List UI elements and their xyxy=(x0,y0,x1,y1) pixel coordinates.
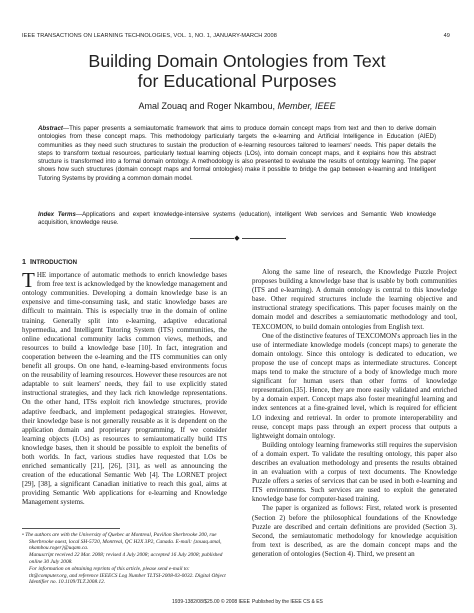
abstract-text: —This paper presents a semiautomatic framework that aims to produce domain concept maps from text and then to derive domain ontologies from these concept maps. This methodology particularly targets the e-learning and Artificial Intelligence in Education (AIED) communities as they need such structures to sustain the production of e-learning resources tailored to learners' needs. This paper details the steps to transform textual resources, particularly textual learning objects (LOs), into domain concept maps, and it explains how this abstract structure is transformed into a formal domain ontology. A methodology is also presented to evaluate the results of ontology learning. The paper shows how such structures (domain concept maps and formal ontologies) make it possible to bridge the gap between e-learning and Intelligent Tutoring Systems by providing a common domain model. xyxy=(38,125,436,182)
author-names: Amal Zouaq and Roger Nkambou, xyxy=(138,101,276,111)
intro-text: HE importance of automatic methods to enrich knowledge bases from free text is acknowledged by the knowledge management and ontology communities. Developing a domain knowledge base is an expensive and time-consuming task, and static knowledge bases are difficult to maintain. This is especially true in the domain of online training. Generally split into e-learning, adaptive educational hypermedia, and Intelligent Tutoring System (ITS) communities, the online educational community lacks common views, methods, and resources to build a knowledge base [10]. In fact, integration and cooperation between the e-learning and the ITS communities can only benefit all groups. On one hand, e-learning-based environments focus on the reusability of learning resources. However these resources are not adaptable to suit learners' needs, they fail to use explicitly stated instructional strategies, and they lack rich knowledge representations. On the other hand, ITSs exploit rich knowledge structures, provide adaptive feedback, and implement pedagogical strategies. However, their knowledge base is not generally reusable as it is dependent on the application domain and proprietary programming. If we consider learning objects (LOs) as resources to semiautomatically build ITS knowledge bases, then it should be possible to exploit the benefits of both worlds. In fact, various studies have requested that LOs be enriched semantically [21], [26], [31], as well as announcing the creation of the educational Semantic Web [4]. The LORNET project [29], [38], a significant Canadian initiative to reach this goal, aims at providing Semantic Web applications for e-learning and Knowledge Management systems. xyxy=(22,271,227,507)
title-line-2: for Educational Purposes xyxy=(137,71,337,91)
drop-cap: T xyxy=(22,268,35,293)
footnote-received: Manuscript received 22 Mar. 2008; revised 4 July 2008; accepted 16 July 2008; published online 30 July 2008. xyxy=(29,552,223,565)
index-terms-label: Index Terms xyxy=(38,211,76,218)
index-terms-text: —Applications and expert knowledge-intensive systems (education), intelligent Web services and Semantic Web knowledge acquisition, knowledge reuse. xyxy=(38,211,436,227)
section-title-initial: I xyxy=(30,257,32,266)
abstract xyxy=(38,125,436,183)
right-paragraph-3: Building ontology learning frameworks still requires the supervision of a domain expert. To validate the resulting ontology, this paper also describes an evaluation methodology and presents the results obtained in an evaluation with a corpus of text documents. The Knowledge Puzzle offers a series of services that can be used in both e-learning and ITS environments. Such services are used to exploit the generated knowledge base for computer-based training. xyxy=(252,440,457,504)
divider-rule-left xyxy=(190,238,234,239)
footer-issn: 1939-1382/08/$25.00 © 2008 IEEE xyxy=(172,599,250,605)
section-number: 1 xyxy=(22,257,26,266)
title-line-1: Building Domain Ontologies from Text xyxy=(88,51,386,71)
section-divider xyxy=(0,234,474,242)
right-paragraph-4: The paper is organized as follows: First, related work is presented (Section 2) before the philosophical foundations of the Knowledge Puzzle are described and certain definitions are provided (Section 3). Second, the semiautomatic methodology for knowledge acquisition from text is described, as are the domain concept maps and the generation of ontologies (Section 4). Third, we present an xyxy=(252,504,457,558)
right-paragraph-2: One of the distinctive features of TEXCOMON's approach lies in the use of intermediate knowledge models (concept maps) to generate the domain ontology. Since this ontology is dedicated to education, we propose the use of concept maps as intermediate structures. Concept maps tend to make the structure of a body of knowledge much more significant for human users than other forms of knowledge representation.[35]. Hence, they are more easily validated and enriched by a domain expert. Concept maps also foster meaningful learning and index sentences at a fine-grained level, which is required for efficient LO indexing and retrieval. In order to promote interoperability and reuse, concept maps pass through an expert process that outputs a lightweight domain ontology. xyxy=(252,331,457,440)
diamond-icon: ◆ xyxy=(234,234,240,242)
abstract-label: Abstract xyxy=(38,125,63,132)
left-column xyxy=(22,257,227,508)
right-column xyxy=(252,268,457,559)
section-title-rest: NTRODUCTION xyxy=(32,259,78,266)
paper-title xyxy=(20,51,454,91)
footnote-rule xyxy=(22,528,120,529)
divider-rule-right xyxy=(242,238,286,239)
intro-paragraph xyxy=(22,268,227,507)
footnote-affiliation: • The authors are with the University of Quebec at Montreal, Pavillon Sherbrooke 200, rue Sherbrooke ouest, local SH-5720, Montreal, QC H2X 3P2, Canada. E-mail: {zouaq.amal, nkambou.roger}@uqam.ca. xyxy=(22,532,222,552)
page-number: 49 xyxy=(443,33,450,39)
authors xyxy=(20,101,454,111)
footnote-reprints: For information on obtaining reprints of this article, please send e-mail to: tlt@computer.org, and reference IEEECS Log Number TLTSI-2008-03-0032. Digital Object Identifier no. 10.1109/TLT.2008.12. xyxy=(29,565,226,586)
footer-publisher: Published by the IEEE CS & ES xyxy=(252,599,323,605)
footnote xyxy=(22,532,227,586)
author-role: Member, IEEE xyxy=(277,101,336,111)
journal-name: IEEE TRANSACTIONS ON LEARNING TECHNOLOGIES, VOL. 1, NO. 1, JANUARY-MARCH 2008 xyxy=(22,33,277,39)
index-terms xyxy=(38,211,436,228)
running-header xyxy=(22,33,450,39)
right-paragraph-1: Along the same line of research, the Knowledge Puzzle Project proposes building a knowledge base that is usable by both communities (ITS and e-learning). A domain ontology is central to this knowledge base. Other required structures include the learning objective and instructional strategy specifications. This paper focuses mainly on the domain model and describes a semiautomatic methodology and tool, TEXCOMON, to build domain ontologies from English text. xyxy=(252,268,457,331)
section-heading xyxy=(22,257,227,267)
